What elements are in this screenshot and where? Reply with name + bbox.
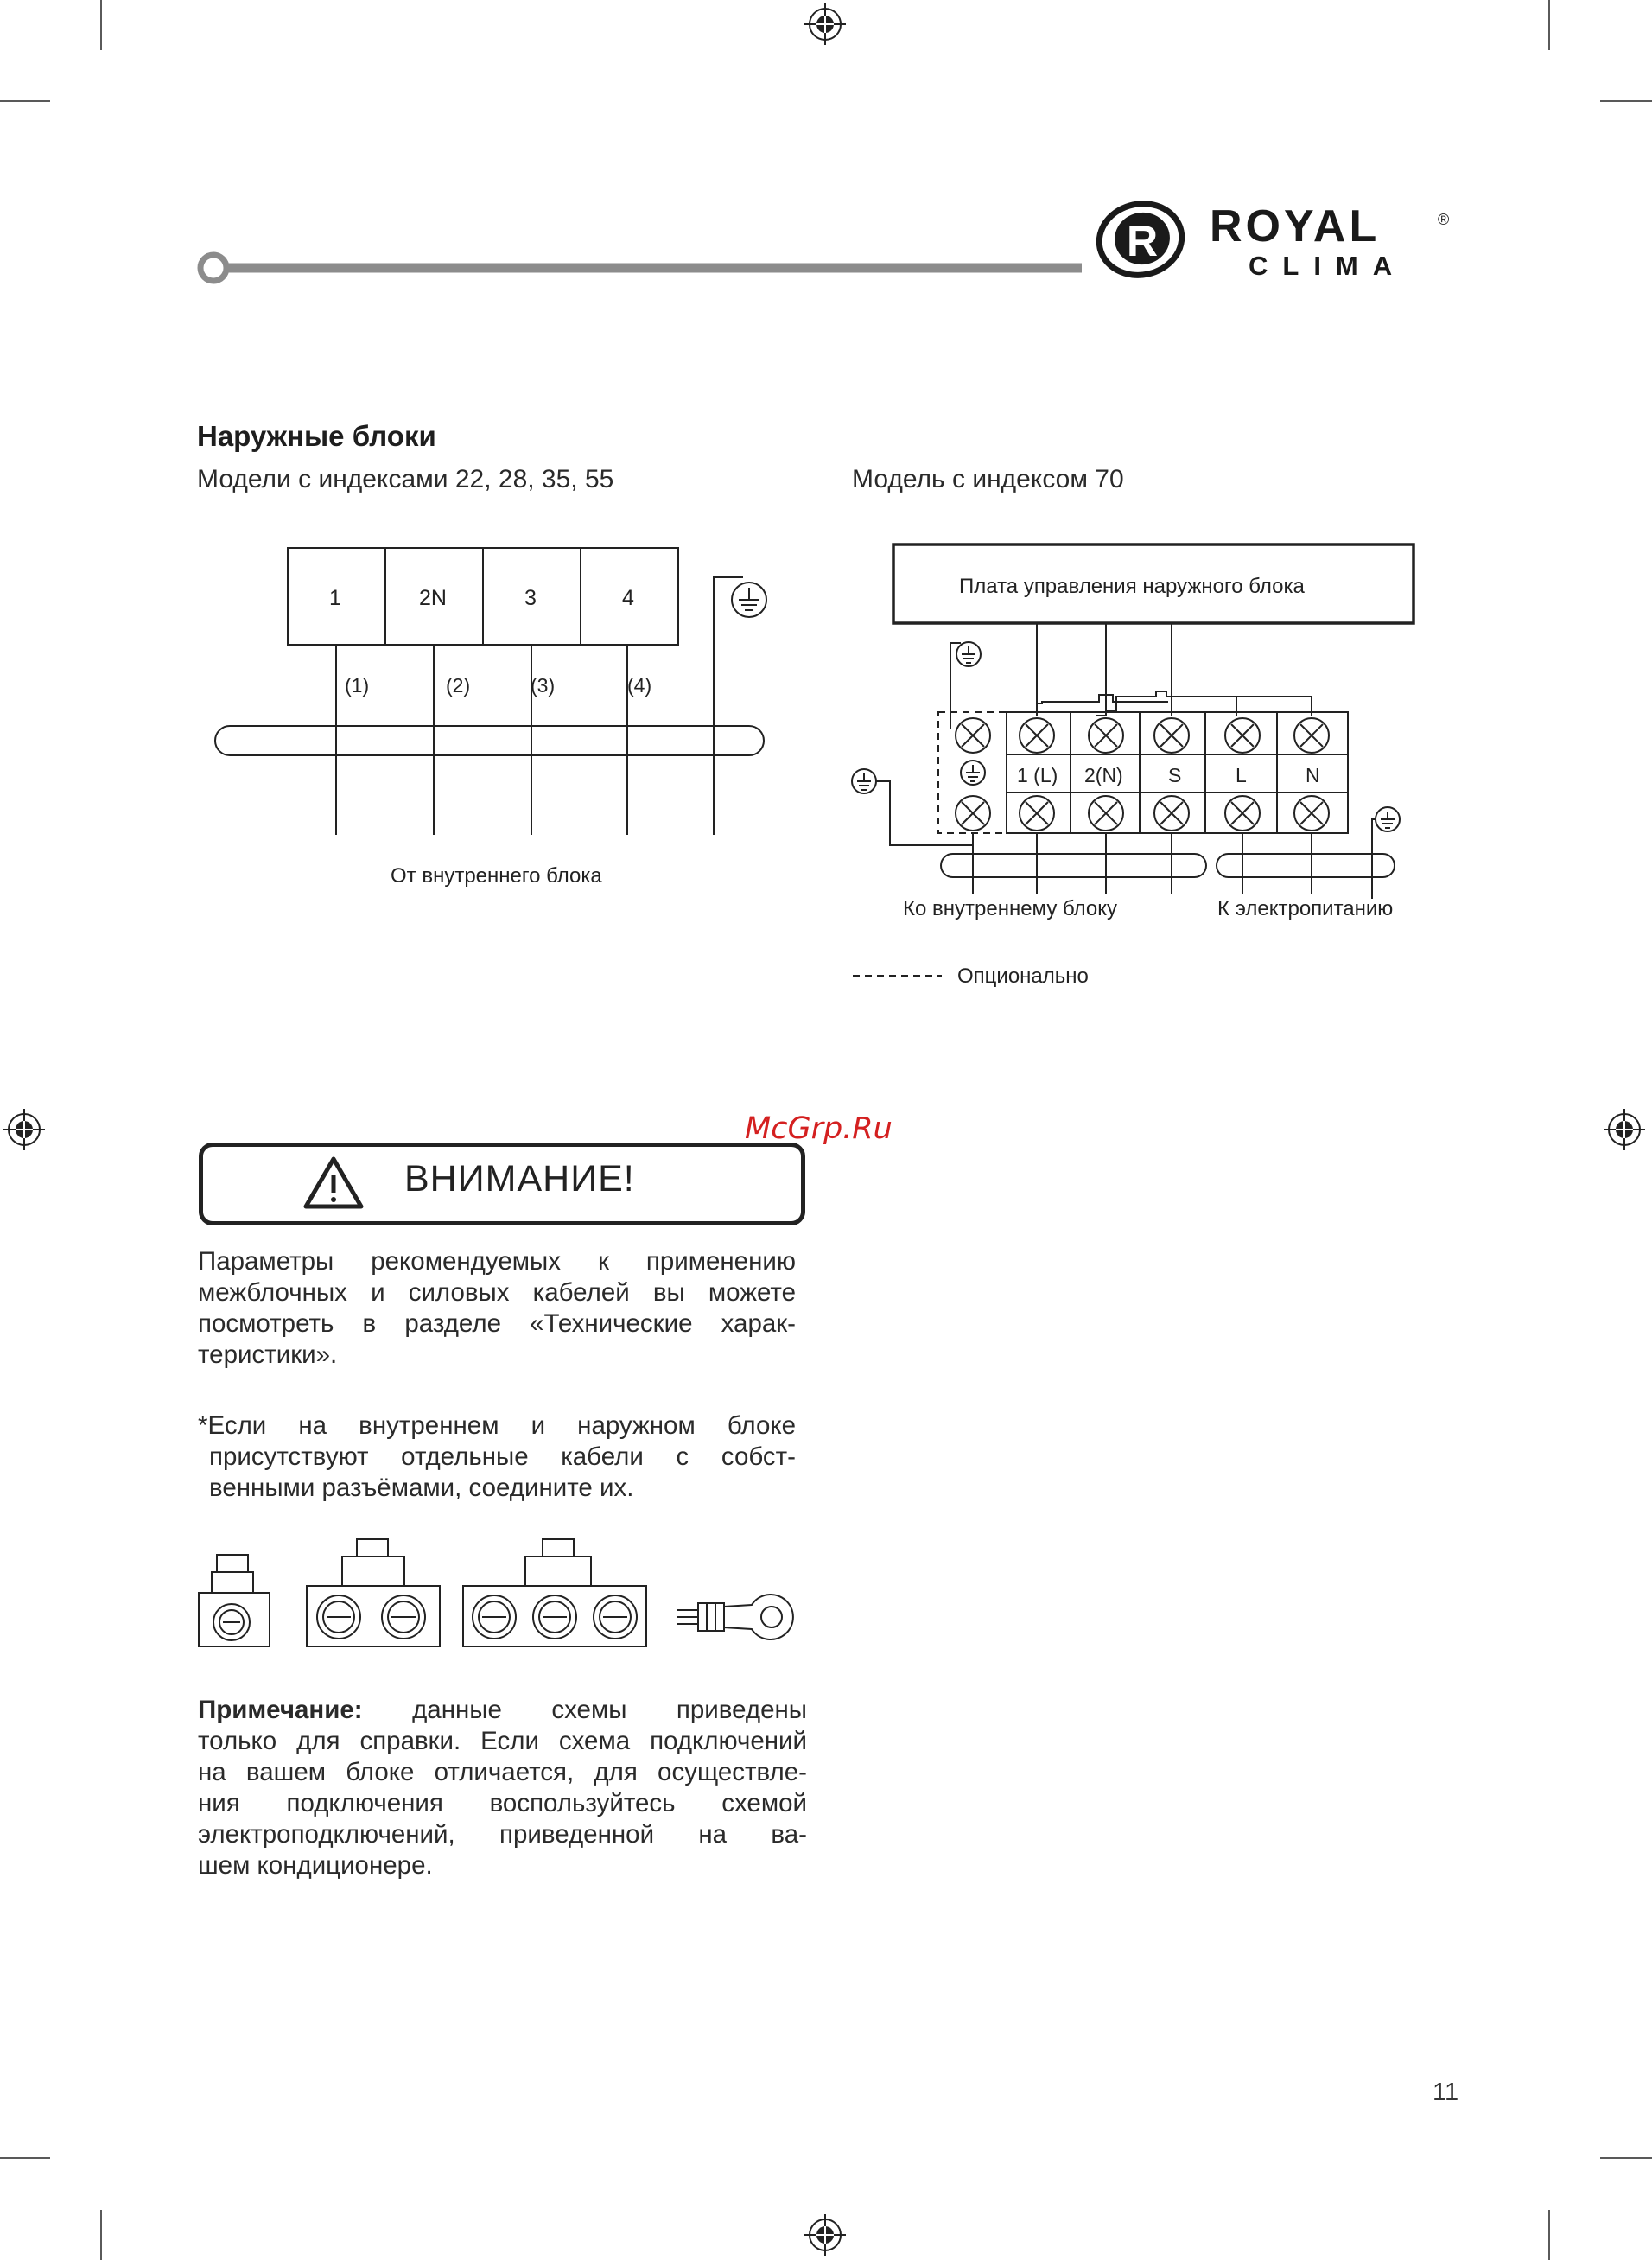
single-connector-icon: [199, 1555, 270, 1646]
paragraph-line: только для справки. Если схема подключений: [198, 1727, 807, 1755]
ground-icon: [950, 642, 981, 729]
svg-text:R: R: [1126, 217, 1159, 265]
cable-params-paragraph: [198, 1246, 796, 1371]
terminal-label: 3: [524, 586, 537, 610]
cable-sheath: [215, 726, 764, 755]
section-title: Наружные блоки: [197, 420, 436, 452]
right-subtitle: Модель с индексом 70: [852, 465, 1124, 493]
ground-icon: [852, 769, 973, 845]
double-connector-icon: [307, 1539, 440, 1646]
triple-connector-icon: [463, 1539, 646, 1646]
terminal-label: 4: [622, 586, 634, 610]
terminal-label: 2N: [419, 586, 447, 610]
screw-icon: [1154, 718, 1189, 753]
connectors-paragraph: [198, 1410, 796, 1504]
paragraph-line: теристики».: [198, 1340, 338, 1369]
paragraph-line: присутствуют отдельные кабели с собст-: [209, 1442, 796, 1471]
paragraph-line: электроподключений, приведенной на ва-: [198, 1820, 807, 1849]
indoor-caption: Ко внутреннему блоку: [903, 897, 1118, 920]
terminal-label: L: [1236, 764, 1247, 786]
screw-icon: [1225, 718, 1260, 753]
ground-icon: [732, 583, 766, 617]
wire-label: (1): [345, 674, 370, 697]
screw-icon: [1020, 718, 1054, 753]
screw-icon: [1089, 718, 1123, 753]
terminal-label: N: [1306, 764, 1320, 786]
note-first-line: данные схемы приведены: [412, 1696, 807, 1724]
header-line: [200, 255, 1082, 281]
page-number: 11: [1433, 2079, 1459, 2106]
paragraph-line: межблочных и силовых кабелей вы можете: [198, 1278, 796, 1307]
ring-terminal-icon: [677, 1595, 793, 1639]
paragraph-line: Параметры рекомендуемых к применению: [198, 1247, 796, 1276]
brand-subname: CLIMA: [1249, 251, 1407, 281]
left-diagram-caption: От внутреннего блока: [391, 864, 602, 888]
terminal-label: S: [1168, 764, 1182, 786]
watermark: McGrp.Ru: [745, 1111, 893, 1146]
left-subtitle: Модели с индексами 22, 28, 35, 55: [197, 465, 614, 493]
warning-title: ВНИМАНИЕ!: [404, 1158, 635, 1200]
paragraph-line: на вашем блоке отличается, для осуществле-: [198, 1758, 807, 1786]
registration-mark-icon: [804, 2214, 846, 2256]
wire-label: (2): [446, 674, 471, 697]
ground-icon: [961, 761, 985, 785]
left-wiring-diagram: [215, 548, 766, 835]
brand-registered-mark: ®: [1438, 211, 1450, 228]
terminal-label: 1: [329, 586, 341, 610]
paragraph-line: ния подключения воспользуйтесь схемой: [198, 1789, 807, 1818]
cable-sheath: [941, 854, 1206, 877]
power-caption: К электропитанию: [1217, 897, 1394, 920]
wire-label: (4): [627, 674, 652, 697]
paragraph-line: шем кондиционере.: [198, 1851, 433, 1880]
brand-name: ROYAL: [1210, 201, 1381, 251]
note-label: Примечание:: [198, 1696, 363, 1724]
screw-icon: [1020, 796, 1054, 831]
control-board-label: Плата управления наружного блока: [959, 575, 1305, 598]
screw-icon: [1154, 796, 1189, 831]
terminal-label: 1 (L): [1017, 764, 1058, 786]
screw-icon: [1294, 718, 1329, 753]
registration-mark-icon: [3, 1109, 45, 1150]
paragraph-line: венными разъёмами, соедините их.: [209, 1474, 634, 1502]
screw-icon: [1294, 796, 1329, 831]
registration-mark-icon: [804, 3, 846, 45]
registration-mark-icon: [1604, 1109, 1645, 1150]
paragraph-line: посмотреть в разделе «Технические харак-: [198, 1309, 796, 1338]
royal-clima-logo-icon: [1093, 196, 1189, 283]
legend-optional: Опционально: [957, 964, 1089, 988]
terminal-label: 2(N): [1084, 764, 1123, 786]
screw-icon: [1225, 796, 1260, 831]
screw-icon: [956, 718, 990, 753]
connector-illustrations: [199, 1539, 793, 1646]
screw-icon: [1089, 796, 1123, 831]
paragraph-line: *Если на внутреннем и наружном блоке: [198, 1411, 796, 1440]
note-paragraph: [198, 1695, 807, 1881]
terminal-screws: [956, 718, 1329, 831]
wire-label: (3): [531, 674, 556, 697]
screw-icon: [956, 796, 990, 831]
paragraph-line: [198, 1695, 807, 1726]
